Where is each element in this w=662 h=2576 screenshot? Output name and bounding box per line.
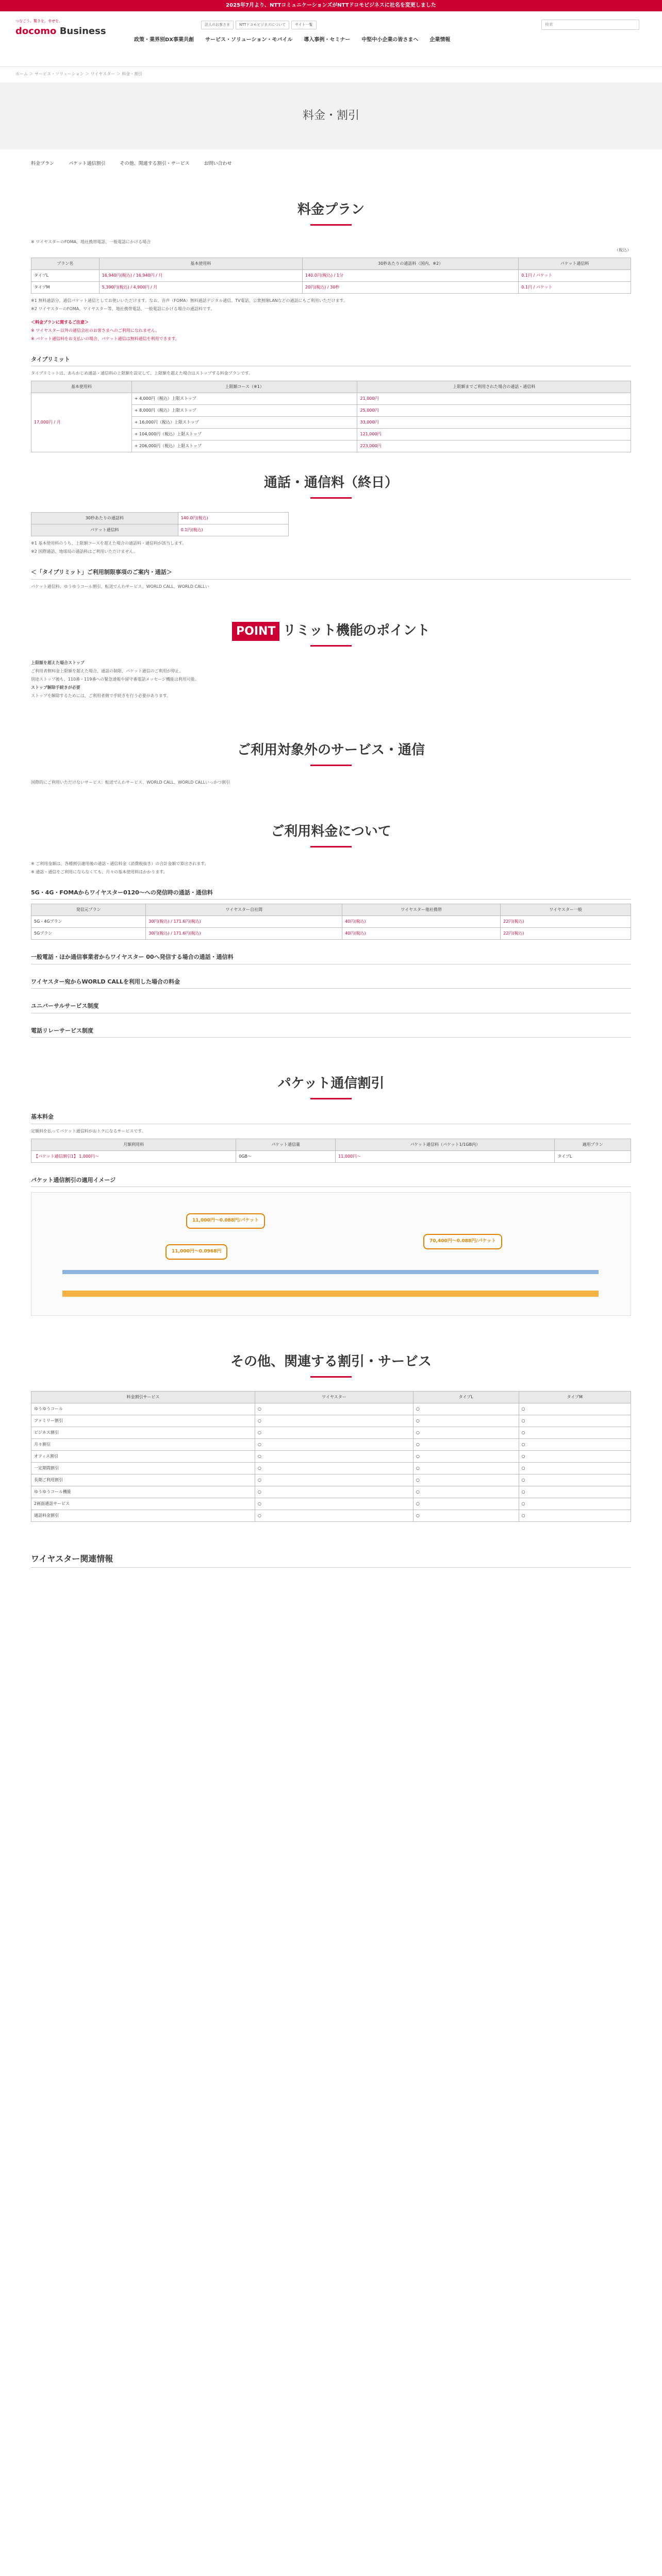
logo-text <box>15 24 106 38</box>
td[interactable]: 長期ご利用割引 <box>31 1475 255 1486</box>
point-item: 別途ストップ後も、110番・119番への緊急通報や留守番電話メッセージ機能は利用可能。 <box>31 676 199 682</box>
plan-lead: ※ ワイヤスターのFOMA、地社携帯電話、一般電話にかける場合 <box>31 239 151 244</box>
anchor-link[interactable]: 料金プラン <box>31 161 55 166</box>
th: 基本使用料 <box>99 258 302 269</box>
td: 0.1円 / パケット <box>519 281 631 293</box>
td[interactable]: ゆうゆうコール機能 <box>31 1486 255 1498</box>
td: 0.1円 / パケット <box>519 269 631 281</box>
related-table: 料金割引サービス ワイヤスター タイプL タイプM ゆうゆうコール ○ ○ ○ ファミリー割引 ○ ○ ○ ビジネス割引 ○ ○ ○ 月々割引 ○ ○ ○ オフィス割引 ○ ○ ○ 一定期間割引 ○ ○ ○ 長期ご利用割引 ○ ○ ○ ゆうゆうコール機能 ○ ○ ○ 2画面通話サービス ○ ○ ○ 通話料金割引 ○ ○ ○ <box>31 1391 631 1522</box>
section-title-fees: ご利用料金について <box>271 823 391 839</box>
search-input[interactable]: 検索 <box>541 20 639 30</box>
th: 適用プラン <box>555 1139 631 1150</box>
th: ワイヤスター <box>255 1392 413 1403</box>
th: パケット通信料 <box>31 524 178 536</box>
th: 上限額コース（※1） <box>131 381 357 393</box>
th: パケット通信料（パケット1/1GB内） <box>336 1139 555 1150</box>
td: 140.0円(税込) / 1分 <box>302 269 518 281</box>
td: 0GB〜 <box>236 1150 336 1162</box>
section-title-excluded: ご利用対象外のサービス・通信 <box>237 742 425 758</box>
limit-table <box>31 381 631 452</box>
td: 40円(税込) <box>342 928 501 940</box>
th: 月額利用料 <box>31 1139 236 1150</box>
th: 発信元プラン <box>31 904 146 916</box>
nav-item[interactable]: サービス・ソリューション・モバイル <box>205 37 293 43</box>
note: ※1 基本使用料のうち、上限額コースを超えた場合の通話料・通信料が該当します。 <box>31 541 187 546</box>
paragraph: 国際的にご利用いただけないサービス：転送でんわサービス、WORLD CALL、WORLD CALLいっかつ割引 <box>31 779 230 785</box>
th: 基本使用料 <box>31 381 132 393</box>
td: 5G・4Gプラン <box>31 916 146 928</box>
title-rule <box>310 224 352 226</box>
title-rule <box>310 645 352 647</box>
th: 料金割引サービス <box>31 1392 255 1403</box>
calls-table <box>31 512 289 536</box>
logo-docomo: docomo <box>15 25 60 37</box>
title-rule <box>310 846 352 848</box>
related-section <box>0 1391 662 1568</box>
td: 33,000円 <box>357 417 631 429</box>
note: ※1 無料通話分、通信パケット通信としてお使いいただけます。なお、音声（FOMA）無料通話デジタル通信、TV電話、公衆無線LANなどの通話にもご利用いただけます。 <box>31 298 347 303</box>
utility-links <box>201 21 317 29</box>
subheading: ＜「タイプリミット」ご利用制限事項のご案内・通話＞ <box>31 568 631 580</box>
td: 16,940円(税込) / 16,940円 / 月 <box>99 269 302 281</box>
point-item: ストップ解除手続きが必要 <box>31 685 80 690</box>
td[interactable]: ビジネス割引 <box>31 1427 255 1439</box>
paragraph: 定額料を払ってパケット通信料がおトクになるサービスです。 <box>31 1128 146 1133</box>
subheading: 電話リレーサービス制度 <box>31 1027 631 1038</box>
section-title-plans: 料金プラン <box>297 201 365 217</box>
anchor-links <box>0 149 662 179</box>
site-header <box>0 11 662 67</box>
title-rule <box>310 765 352 766</box>
page-title: 料金・割引 <box>0 82 662 149</box>
calls-section <box>0 512 662 590</box>
title-rule <box>310 1376 352 1378</box>
subheading: ワイヤスター関連情報 <box>31 1553 631 1568</box>
td: 17,000円 / 月 <box>31 393 132 452</box>
graph-bubble: 11,000円〜0.0968円 <box>166 1244 227 1260</box>
section-title-limit <box>0 621 662 641</box>
caution: ※ パケット通信料をお支払いの場合、パケット通信は無料通信を利用できます。 <box>31 336 179 341</box>
nav-item[interactable]: 企業情報 <box>429 37 451 43</box>
tax-note: （税込） <box>615 247 631 252</box>
plans-section <box>0 239 662 453</box>
graph-bubble: 11,000円〜0.088円/パケット <box>186 1213 265 1229</box>
global-nav <box>134 36 450 44</box>
subheading: 基本料金 <box>31 1113 631 1124</box>
th: ワイヤスター一般 <box>501 904 631 916</box>
th: ワイヤスター他社携帯 <box>342 904 501 916</box>
nav-item[interactable]: 政策・業界別DX事業共創 <box>134 37 194 43</box>
caution: ※ ワイヤスター以外の通信会社のお客さまへのご利用になれません。 <box>31 328 160 333</box>
th: ワイヤスター自社間 <box>146 904 342 916</box>
point-badge: POINT <box>232 622 279 641</box>
nav-item[interactable]: 中堅中小企業の皆さまへ <box>361 37 419 43</box>
subheading: 5G・4G・FOMAからワイヤスター0120～への発信時の通話・通信料 <box>31 889 631 900</box>
td: 11,000円〜 <box>336 1150 555 1162</box>
th: タイプM <box>519 1392 631 1403</box>
td[interactable]: 2画面通話サービス <box>31 1498 255 1510</box>
td: 25,000円 <box>357 405 631 417</box>
td: 21,000円 <box>357 393 631 405</box>
announcement-bar[interactable]: 2025年7月より、NTTコミュニケーションズがNTTドコモビジネスに社名を変更しました <box>0 0 662 11</box>
util-link[interactable]: 法人のお客さま <box>201 21 234 29</box>
util-link[interactable]: サイト一覧 <box>291 21 317 29</box>
td: 5Gプラン <box>31 928 146 940</box>
paragraph: タイプリミットは、あらかじめ通話・通信料の上限額を設定して、上限額を超えた場合はストップする料金プランです。 <box>31 371 253 376</box>
note: ※ ご利用金額は、各種割引適用後の通話・通信料金（消費税抜き）の合計金額で算出されます。 <box>31 861 209 866</box>
note: ※ 通話・通信をご利用にならなくても、月々の基本使用料はかかります。 <box>31 869 168 874</box>
td: + 8,000円（税込）上限ストップ <box>131 405 357 417</box>
th: 上限額までご利用された場合の通話・通信料 <box>357 381 631 393</box>
limit-section <box>0 660 662 699</box>
td[interactable]: オフィス割引 <box>31 1451 255 1463</box>
section-title-text: リミット機能のポイント <box>283 622 430 638</box>
subheading: パケット通信割引の適用イメージ <box>31 1176 631 1188</box>
subheading: 一般電話・ほか通信事業者からワイヤスター 00へ発信する場合の通話・通信料 <box>31 953 631 964</box>
th: タイプL <box>413 1392 519 1403</box>
subheading: ユニバーサルサービス制度 <box>31 1002 631 1013</box>
util-link[interactable]: NTTドコモビジネスについて <box>236 21 289 29</box>
anchor-link[interactable]: パケット通信割引 <box>69 161 106 166</box>
caution-title: ＜料金プランに関するご注意＞ <box>31 319 89 325</box>
note: ※2 ワイヤスターのFOMA、ワイヤスター等、地社携帯電話、一般電話にかける場合の通話料です。 <box>31 306 215 311</box>
td: 223,000円 <box>357 440 631 452</box>
breadcrumb[interactable]: ホーム ＞ サービス・ソリューション ＞ ワイヤスター ＞ 料金・割引 <box>15 72 143 76</box>
th: パケット通信量 <box>236 1139 336 1150</box>
logo-tagline: つなごう。驚きを。幸せを。 <box>15 19 62 23</box>
excluded-section <box>0 779 662 786</box>
point-item: 上限額を超えた場合ストップ <box>31 660 85 665</box>
subheading: ワイヤスター宛からWORLD CALLを利用した場合の料金 <box>31 978 631 989</box>
td: 20円(税込) / 30秒 <box>302 281 518 293</box>
title-rule <box>310 497 352 499</box>
th: 30秒あたりの通話料（国内、※2） <box>302 258 518 269</box>
section-title-related: その他、関連する割引・サービス <box>230 1354 432 1369</box>
td: 121,000円 <box>357 429 631 440</box>
td: タイプL <box>31 269 100 281</box>
section-title-calls: 通話・通信料（終日） <box>263 475 398 490</box>
nav-item[interactable]: 導入事例・セミナー <box>304 37 351 43</box>
td: タイプL <box>555 1150 631 1162</box>
fees-section <box>0 861 662 1038</box>
td[interactable]: 一定期間割引 <box>31 1463 255 1475</box>
td: 30円(税込) / 171.6円(税込) <box>146 928 342 940</box>
anchor-link[interactable]: その他、関連する割引・サービス <box>120 161 190 166</box>
td: 40円(税込) <box>342 916 501 928</box>
packet-table <box>31 1139 631 1163</box>
subheading: タイプリミット <box>31 355 631 367</box>
td: + 16,000円（税込）上限ストップ <box>131 417 357 429</box>
note: ※2 国際通話、地球局の通話料はご利用いただけません。 <box>31 549 138 554</box>
point-item: ストップを解除するためには、ご利用者側で手続きを行う必要があります。 <box>31 693 171 698</box>
packet-graph <box>31 1192 631 1316</box>
logo[interactable] <box>15 19 106 38</box>
plan-table <box>31 258 631 294</box>
th: パケット通信料 <box>519 258 631 269</box>
td[interactable]: 通話料金割引 <box>31 1510 255 1522</box>
td[interactable]: ファミリー割引 <box>31 1415 255 1427</box>
paragraph: パケット通信料、ゆうゆうコール割引、転送でんわサービス、WORLD CALL、WORLD CALLい <box>31 584 209 589</box>
td: 22円(税込) <box>501 916 631 928</box>
td[interactable]: ゆうゆうコール <box>31 1403 255 1415</box>
point-item: ご利用者側料金上限額を超えた場合、通話の制限、パケット通信のご利用が停止。 <box>31 668 184 673</box>
td: 22円(税込) <box>501 928 631 940</box>
anchor-link[interactable]: お問い合わせ <box>204 161 232 166</box>
td: 5,390円(税込) / 4,900円 / 月 <box>99 281 302 293</box>
logo-business: Business <box>59 25 106 37</box>
td: 0.1円(税込) <box>178 524 288 536</box>
td: 【パケット通信割引1】 1,000円〜 <box>31 1150 236 1162</box>
td: タイプM <box>31 281 100 293</box>
th: 30秒あたりの通話料 <box>31 513 178 524</box>
graph-band <box>62 1270 599 1274</box>
fees-table <box>31 904 631 940</box>
graph-band <box>62 1291 599 1297</box>
td[interactable]: 月々割引 <box>31 1439 255 1451</box>
th: プラン名 <box>31 258 100 269</box>
td: 30円(税込) / 171.6円(税込) <box>146 916 342 928</box>
td: 140.0円(税込) <box>178 513 288 524</box>
td: + 4,000円（税込）上限ストップ <box>131 393 357 405</box>
packet-section <box>0 1113 662 1316</box>
td: + 206,000円（税込）上限ストップ <box>131 440 357 452</box>
graph-bubble: 70,400円〜0.088円/パケット <box>423 1234 502 1249</box>
td: + 104,000円（税込）上限ストップ <box>131 429 357 440</box>
title-rule <box>310 1098 352 1099</box>
section-title-packet: パケット通信割引 <box>277 1076 385 1091</box>
